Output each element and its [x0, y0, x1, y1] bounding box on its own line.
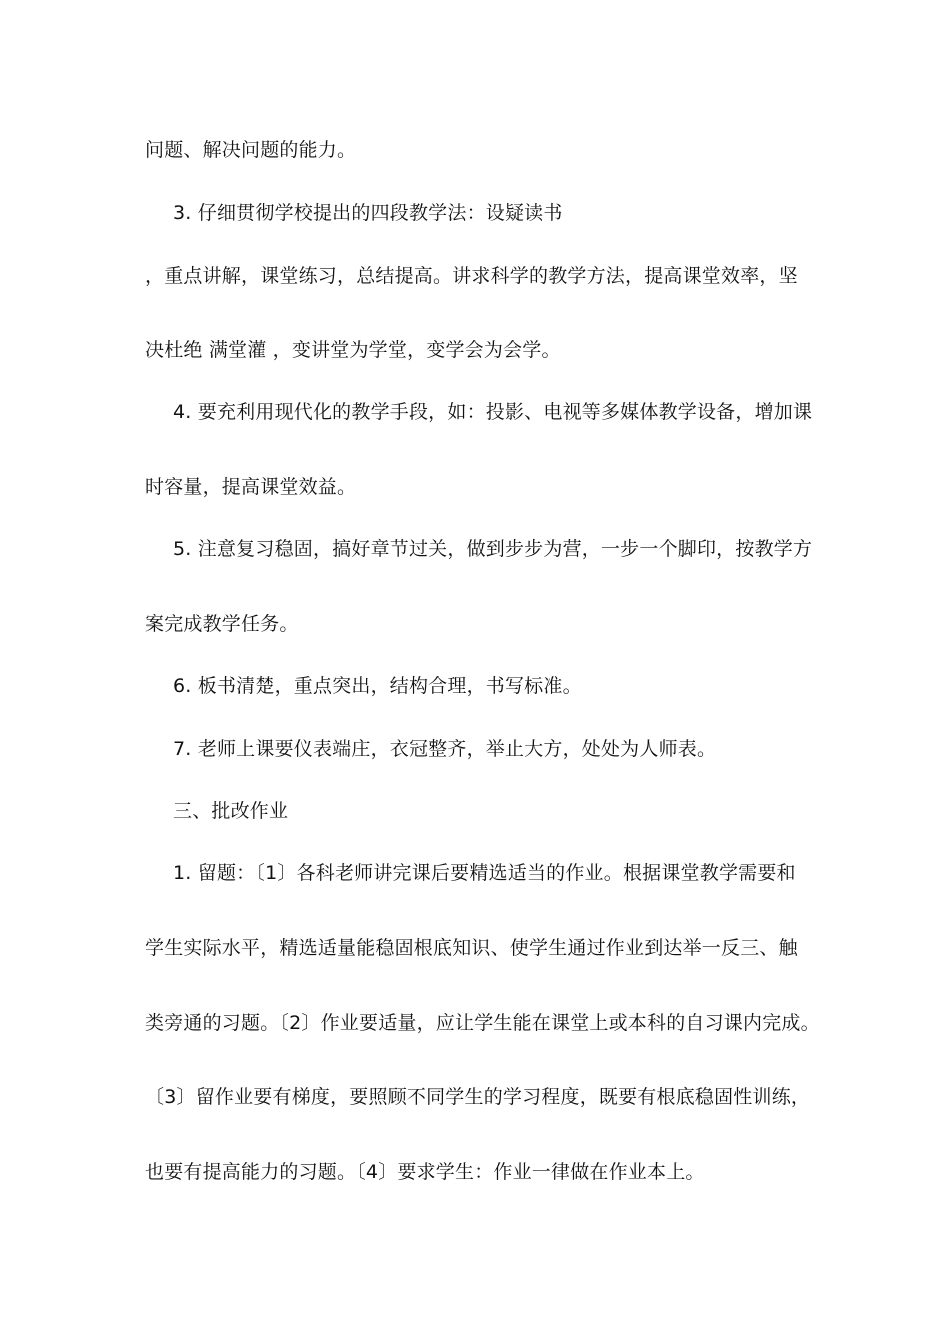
- paragraph-line: 也要有提高能力的习题。〔4〕要求学生：作业一律做在作业本上。: [145, 1161, 705, 1183]
- paragraph-line: 问题、解决问题的能力。: [145, 139, 357, 161]
- section-heading: 三、批改作业: [173, 800, 289, 822]
- paragraph-line: 时容量，提高课堂效益。: [145, 476, 357, 498]
- paragraph-line: ，重点讲解，课堂练习，总结提高。讲求科学的教学方法，提高课堂效率，坚: [145, 265, 798, 287]
- paragraph-line: 类旁通的习题。〔2〕作业要适量，应让学生能在课堂上或本科的自习课内完成。: [145, 1012, 820, 1034]
- list-item-1-line: 1. 留题：〔1〕各科老师讲完课后要精选适当的作业。根据课堂教学需要和: [173, 862, 796, 884]
- list-item-5-line: 5. 注意复习稳固，搞好章节过关，做到步步为营，一步一个脚印，按教学方: [173, 538, 813, 560]
- list-item-3-line: 3. 仔细贯彻学校提出的四段教学法：设疑读书: [173, 202, 563, 224]
- paragraph-line: 决杜绝 满堂灌 ，变讲堂为学堂，变学会为会学。: [145, 339, 561, 361]
- paragraph-line: 〔3〕留作业要有梯度，要照顾不同学生的学习程度，既要有根底稳固性训练，: [145, 1086, 811, 1108]
- paragraph-line: 学生实际水平，精选适量能稳固根底知识、使学生通过作业到达举一反三、触: [145, 937, 798, 959]
- paragraph-line: 案完成教学任务。: [145, 613, 299, 635]
- list-item-4-line: 4. 要充利用现代化的教学手段，如：投影、电视等多媒体教学设备，增加课: [173, 401, 813, 423]
- list-item-6-line: 6. 板书清楚，重点突出，结构合理，书写标准。: [173, 675, 582, 697]
- list-item-7-line: 7. 老师上课要仪表端庄，衣冠整齐，举止大方，处处为人师表。: [173, 738, 717, 760]
